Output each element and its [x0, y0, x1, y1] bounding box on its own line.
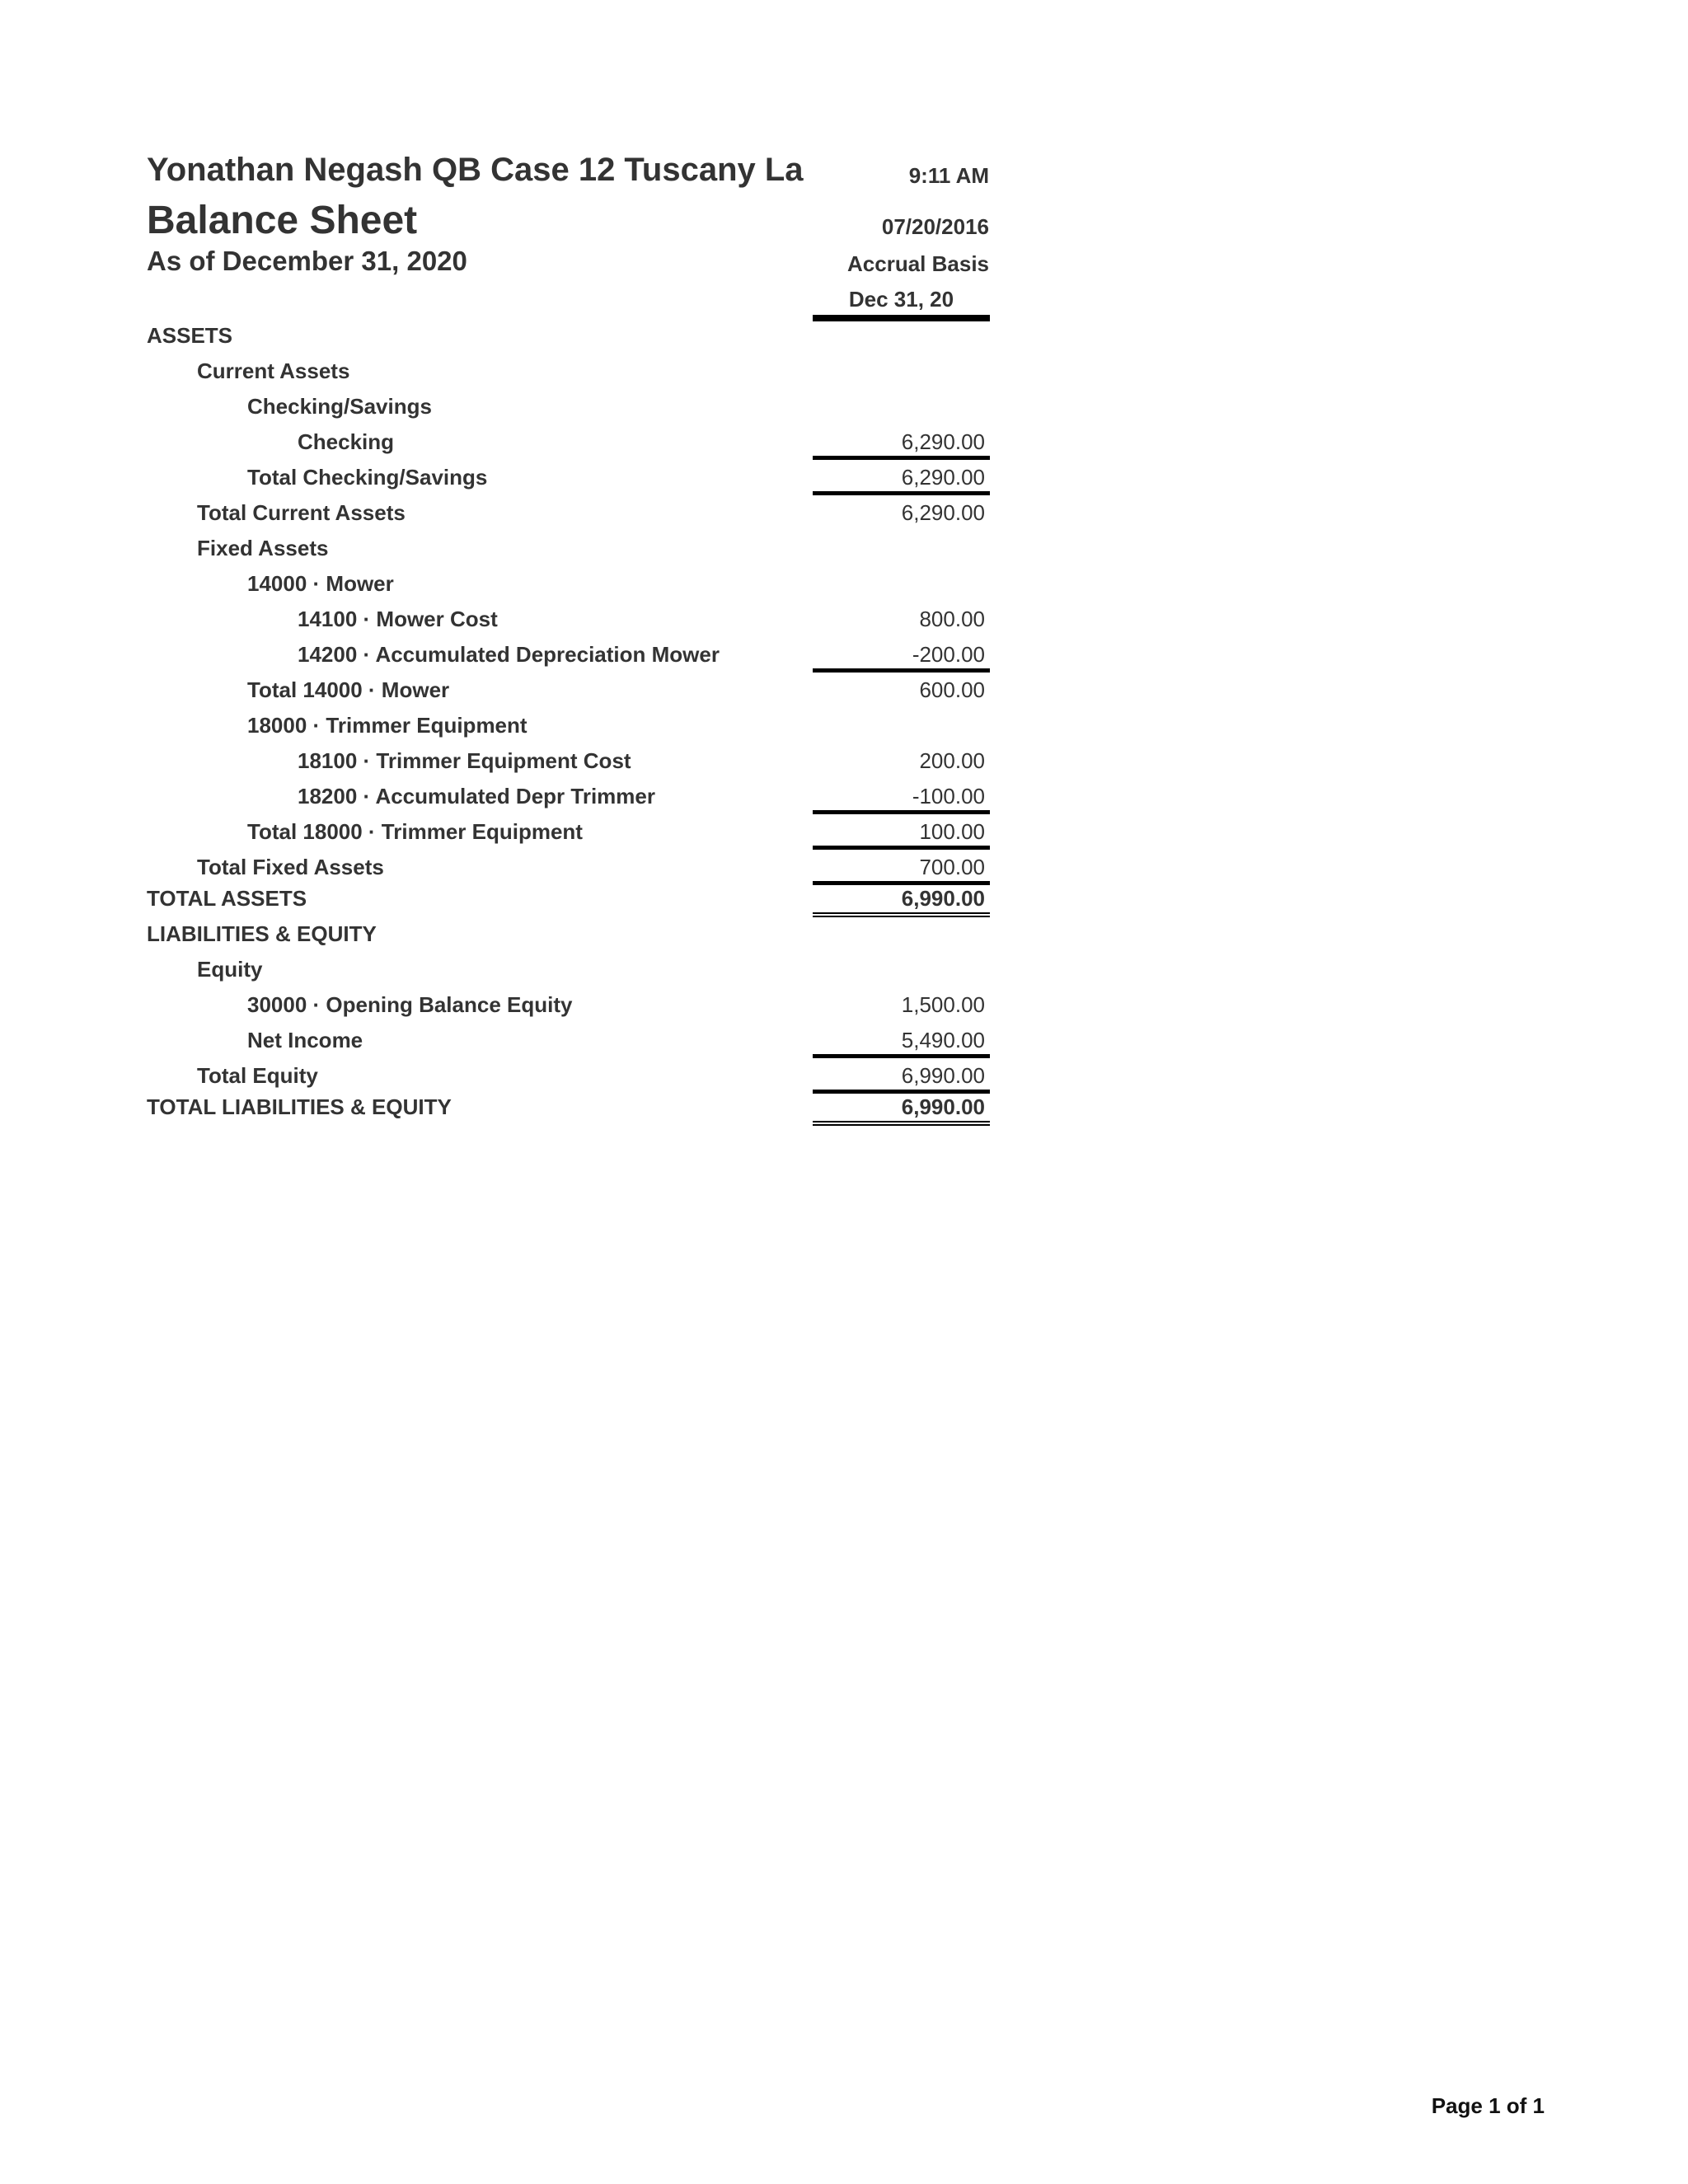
table-row	[0, 991, 1688, 1024]
row-amount: 200.00	[919, 748, 985, 773]
table-row	[0, 1026, 1688, 1059]
table-row	[0, 920, 1688, 953]
row-amount: 6,990.00	[813, 1093, 990, 1126]
row-label: Checking	[298, 429, 395, 454]
table-row	[0, 428, 1688, 461]
table-row	[0, 1062, 1688, 1094]
row-amount: 700.00	[813, 853, 990, 885]
row-amount: -100.00	[813, 782, 990, 814]
row-label: Total 14000 · Mower	[247, 677, 450, 702]
report-title: Balance Sheet	[147, 199, 418, 242]
row-label: Net Income	[247, 1028, 363, 1052]
row-label: 14200 · Accumulated Depreciation Mower	[298, 642, 720, 667]
row-amount: 100.00	[813, 818, 990, 850]
table-row	[0, 463, 1688, 496]
row-label: LIABILITIES & EQUITY	[147, 921, 377, 946]
table-row	[0, 534, 1688, 567]
row-label: Current Assets	[197, 359, 350, 383]
row-label: Total Equity	[197, 1063, 318, 1088]
table-row	[0, 818, 1688, 851]
row-label: 18000 · Trimmer Equipment	[247, 713, 528, 738]
row-amount: 6,990.00	[813, 884, 990, 917]
table-row	[0, 711, 1688, 744]
row-label: Total Checking/Savings	[247, 465, 488, 490]
table-row	[0, 569, 1688, 602]
row-label: Total Fixed Assets	[197, 855, 384, 879]
row-label: 14000 · Mower	[247, 571, 394, 596]
row-amount: 600.00	[919, 677, 985, 702]
row-amount: 800.00	[919, 607, 985, 631]
table-row	[0, 1093, 1688, 1126]
report-as-of-date: As of December 31, 2020	[147, 246, 467, 276]
column-header: Dec 31, 20	[813, 287, 990, 321]
row-label: TOTAL LIABILITIES & EQUITY	[147, 1094, 452, 1119]
row-label: TOTAL ASSETS	[147, 886, 307, 911]
table-row	[0, 605, 1688, 638]
row-label: Checking/Savings	[247, 394, 432, 419]
print-time: 9:11 AM	[908, 163, 989, 188]
row-label: Total 18000 · Trimmer Equipment	[247, 819, 583, 844]
table-row	[0, 747, 1688, 780]
row-label: ASSETS	[147, 323, 233, 348]
row-amount: 6,290.00	[901, 500, 985, 525]
row-amount: 5,490.00	[813, 1026, 990, 1058]
table-row	[0, 357, 1688, 390]
row-label: 14100 · Mower Cost	[298, 607, 498, 631]
row-label: 30000 · Opening Balance Equity	[247, 992, 573, 1017]
row-amount: -200.00	[813, 640, 990, 673]
table-row	[0, 640, 1688, 673]
table-row	[0, 676, 1688, 709]
table-row	[0, 499, 1688, 532]
row-amount: 6,990.00	[813, 1062, 990, 1094]
table-row	[0, 321, 1688, 354]
page-number: Page 1 of 1	[1431, 2093, 1545, 2118]
row-amount: 6,290.00	[813, 463, 990, 495]
table-row	[0, 392, 1688, 425]
row-amount: 1,500.00	[901, 992, 985, 1017]
accounting-basis: Accrual Basis	[847, 251, 989, 276]
table-row	[0, 884, 1688, 917]
row-label: 18100 · Trimmer Equipment Cost	[298, 748, 631, 773]
row-amount: 6,290.00	[813, 428, 990, 460]
row-label: 18200 · Accumulated Depr Trimmer	[298, 784, 655, 808]
table-row	[0, 853, 1688, 886]
table-row	[0, 955, 1688, 988]
row-label: Fixed Assets	[197, 536, 329, 560]
row-label: Total Current Assets	[197, 500, 406, 525]
table-row	[0, 782, 1688, 815]
print-date: 07/20/2016	[881, 214, 989, 239]
company-name: Yonathan Negash QB Case 12 Tuscany La	[147, 152, 804, 188]
row-label: Equity	[197, 957, 263, 982]
